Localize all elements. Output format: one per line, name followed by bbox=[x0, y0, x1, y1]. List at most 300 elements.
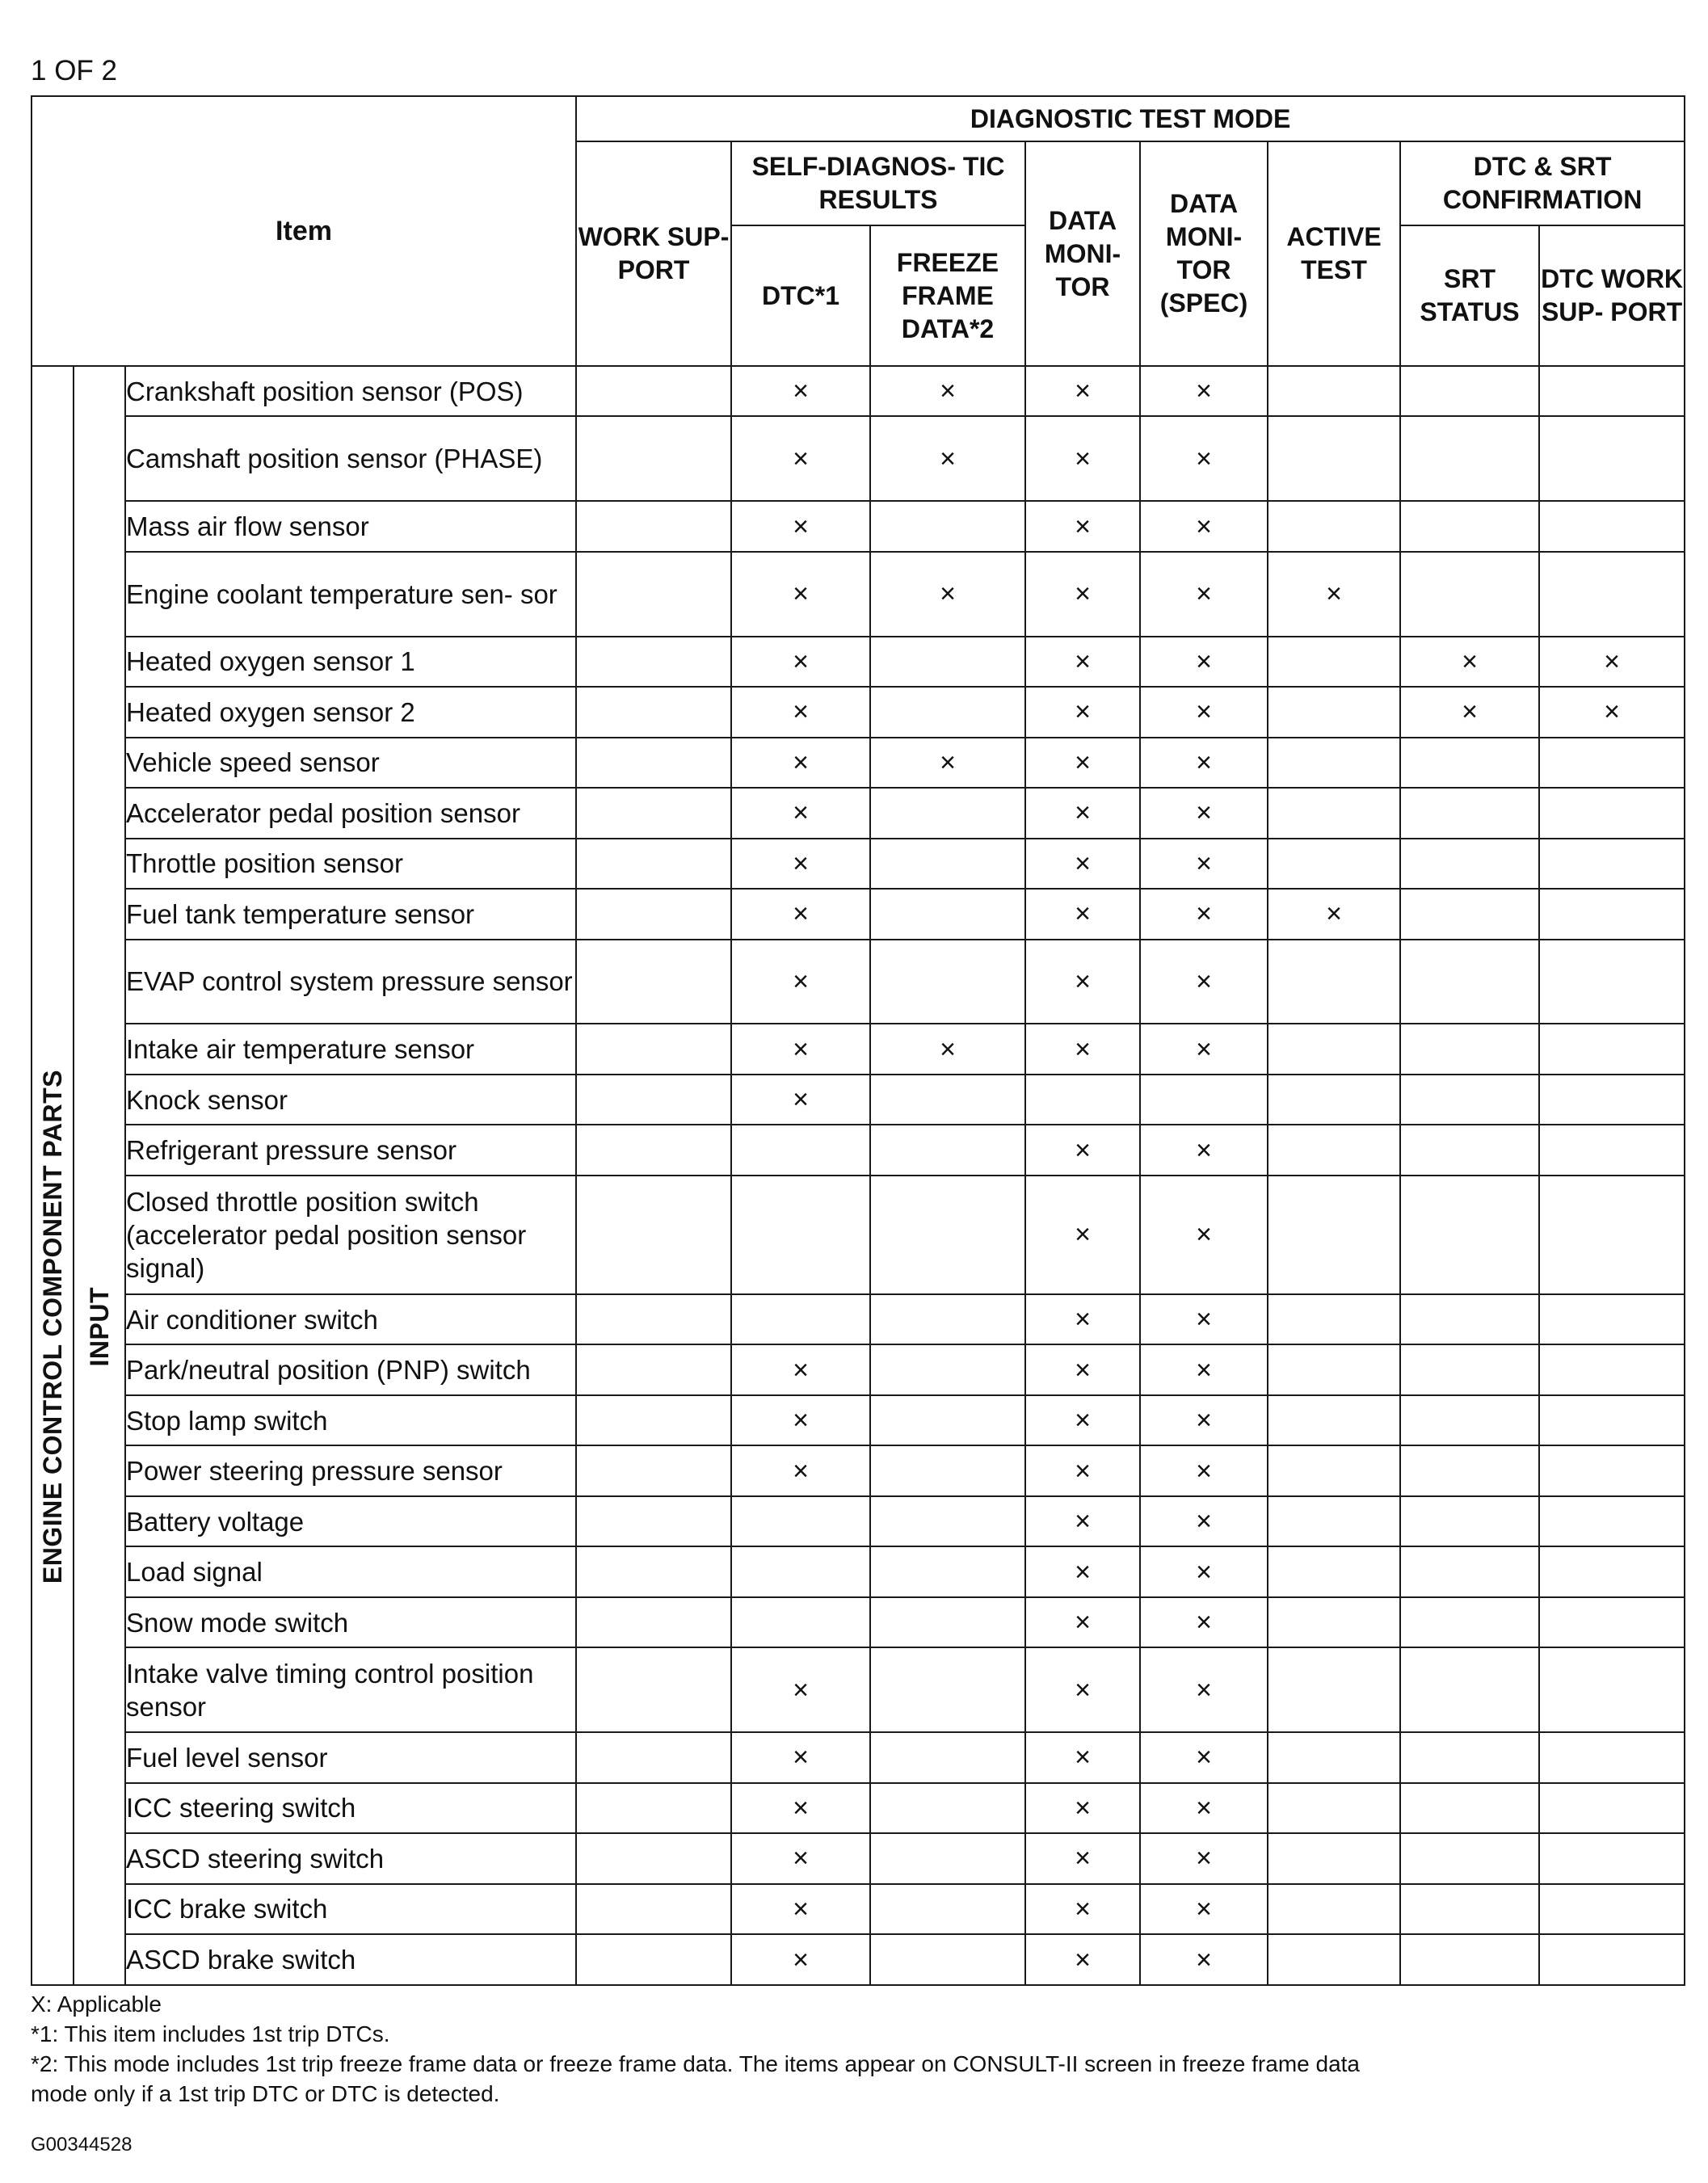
item-name: Refrigerant pressure sensor bbox=[125, 1125, 576, 1175]
applicable-mark: × bbox=[793, 1843, 809, 1874]
mode-cell bbox=[1539, 1496, 1685, 1546]
mode-cell bbox=[1140, 1884, 1268, 1934]
mode-cell bbox=[870, 687, 1025, 737]
diagnostic-test-mode-header: DIAGNOSTIC TEST MODE bbox=[576, 96, 1685, 141]
mode-cell bbox=[1268, 637, 1400, 687]
table-row bbox=[32, 1395, 1685, 1445]
mode-cell bbox=[1400, 501, 1539, 551]
applicable-mark: × bbox=[1326, 898, 1342, 930]
mode-cell bbox=[1268, 1732, 1400, 1782]
mode-cell bbox=[731, 1496, 870, 1546]
mode-cell bbox=[576, 839, 731, 889]
mode-cell bbox=[1539, 839, 1685, 889]
mode-cell bbox=[1268, 889, 1400, 939]
table-row bbox=[32, 1833, 1685, 1883]
applicable-mark: × bbox=[940, 1033, 956, 1065]
applicable-mark: × bbox=[793, 1405, 809, 1436]
mode-cell bbox=[1400, 366, 1539, 416]
mode-cell bbox=[1400, 940, 1539, 1024]
mode-cell bbox=[870, 1395, 1025, 1445]
applicable-mark: × bbox=[940, 443, 956, 474]
applicable-mark: × bbox=[1196, 443, 1212, 474]
applicable-mark: × bbox=[1196, 511, 1212, 542]
mode-cell bbox=[1400, 1732, 1539, 1782]
applicable-mark: × bbox=[1075, 1742, 1091, 1773]
mode-cell bbox=[1539, 1732, 1685, 1782]
dtc-work-support-header: DTC WORK SUP- PORT bbox=[1539, 225, 1685, 366]
mode-cell bbox=[1025, 1783, 1140, 1833]
mode-cell bbox=[1268, 1783, 1400, 1833]
mode-cell bbox=[576, 1647, 731, 1732]
mode-cell bbox=[870, 1125, 1025, 1175]
item-name: Stop lamp switch bbox=[125, 1395, 576, 1445]
mode-cell bbox=[1400, 889, 1539, 939]
mode-cell bbox=[870, 940, 1025, 1024]
applicable-mark: × bbox=[1196, 965, 1212, 997]
active-test-header: ACTIVE TEST bbox=[1268, 141, 1400, 366]
applicable-mark: × bbox=[793, 1455, 809, 1487]
item-name: Heated oxygen sensor 2 bbox=[125, 687, 576, 737]
mode-cell bbox=[870, 1176, 1025, 1294]
mode-cell bbox=[1400, 1075, 1539, 1125]
mode-cell bbox=[870, 1884, 1025, 1934]
mode-cell bbox=[1140, 1597, 1268, 1647]
mode-cell bbox=[1400, 416, 1539, 501]
item-name: Power steering pressure sensor bbox=[125, 1445, 576, 1495]
mode-cell bbox=[1400, 1445, 1539, 1495]
applicable-mark: × bbox=[1196, 646, 1212, 677]
note-dtc: *1: This item includes 1st trip DTCs. bbox=[31, 2021, 390, 2046]
mode-cell bbox=[1268, 1647, 1400, 1732]
mode-cell bbox=[1140, 1075, 1268, 1125]
mode-cell bbox=[1268, 940, 1400, 1024]
mode-cell bbox=[731, 839, 870, 889]
mode-cell bbox=[1400, 1125, 1539, 1175]
applicable-mark: × bbox=[1196, 1944, 1212, 1975]
mode-cell bbox=[1400, 1546, 1539, 1596]
applicable-mark: × bbox=[1196, 1843, 1212, 1874]
mode-cell bbox=[576, 1597, 731, 1647]
mode-cell bbox=[1268, 839, 1400, 889]
applicable-mark: × bbox=[793, 1742, 809, 1773]
mode-cell bbox=[1539, 687, 1685, 737]
diagnostic-test-mode-table bbox=[31, 95, 1685, 1986]
mode-cell bbox=[870, 1344, 1025, 1394]
mode-cell bbox=[1268, 1934, 1400, 1985]
applicable-mark: × bbox=[1075, 1219, 1091, 1251]
applicable-mark: × bbox=[1196, 898, 1212, 930]
table-row bbox=[32, 1075, 1685, 1125]
mode-cell bbox=[731, 1075, 870, 1125]
item-name: Accelerator pedal position sensor bbox=[125, 788, 576, 838]
mode-cell bbox=[1268, 738, 1400, 788]
applicable-mark: × bbox=[1196, 1792, 1212, 1823]
mode-cell bbox=[1268, 788, 1400, 838]
mode-cell bbox=[1025, 501, 1140, 551]
mode-cell bbox=[1400, 1783, 1539, 1833]
applicable-mark: × bbox=[1196, 1134, 1212, 1166]
mode-cell bbox=[1539, 1024, 1685, 1074]
applicable-mark: × bbox=[1075, 376, 1091, 407]
table-row bbox=[32, 416, 1685, 501]
applicable-mark: × bbox=[1075, 578, 1091, 610]
item-name: Throttle position sensor bbox=[125, 839, 576, 889]
mode-cell bbox=[1140, 637, 1268, 687]
applicable-mark: × bbox=[793, 1893, 809, 1924]
mode-cell bbox=[1268, 1176, 1400, 1294]
applicable-mark: × bbox=[793, 1084, 809, 1116]
freeze-frame-data-header: FREEZE FRAME DATA*2 bbox=[870, 225, 1025, 366]
item-name: ASCD steering switch bbox=[125, 1833, 576, 1883]
table-row bbox=[32, 1546, 1685, 1596]
mode-cell bbox=[1400, 1024, 1539, 1074]
applicable-mark: × bbox=[1075, 1893, 1091, 1924]
table-row bbox=[32, 366, 1685, 416]
mode-cell bbox=[870, 738, 1025, 788]
mode-cell bbox=[1140, 738, 1268, 788]
mode-cell bbox=[731, 687, 870, 737]
mode-cell bbox=[870, 1546, 1025, 1596]
mode-cell bbox=[576, 1934, 731, 1985]
mode-cell bbox=[1140, 552, 1268, 637]
mode-cell bbox=[576, 1884, 731, 1934]
mode-cell bbox=[731, 1395, 870, 1445]
applicable-mark: × bbox=[1075, 1792, 1091, 1823]
mode-cell bbox=[576, 501, 731, 551]
mode-cell bbox=[870, 1833, 1025, 1883]
mode-cell bbox=[731, 501, 870, 551]
applicable-mark: × bbox=[1196, 376, 1212, 407]
mode-cell bbox=[576, 552, 731, 637]
mode-cell bbox=[1268, 1395, 1400, 1445]
applicable-mark: × bbox=[1196, 1506, 1212, 1537]
item-name: Intake valve timing control position sensor bbox=[125, 1647, 576, 1732]
mode-cell bbox=[731, 1783, 870, 1833]
note-freeze-frame-cont: mode only if a 1st trip DTC or DTC is detected. bbox=[31, 2081, 500, 2106]
item-name: Heated oxygen sensor 1 bbox=[125, 637, 576, 687]
mode-cell bbox=[1400, 738, 1539, 788]
mode-cell bbox=[870, 839, 1025, 889]
mode-cell bbox=[1140, 366, 1268, 416]
mode-cell bbox=[731, 1884, 870, 1934]
applicable-mark: × bbox=[793, 578, 809, 610]
mode-cell bbox=[576, 637, 731, 687]
mode-cell bbox=[1140, 1294, 1268, 1344]
mode-cell bbox=[1400, 687, 1539, 737]
applicable-mark: × bbox=[793, 511, 809, 542]
mode-cell bbox=[1268, 366, 1400, 416]
mode-cell bbox=[1140, 1783, 1268, 1833]
mode-cell bbox=[1539, 1833, 1685, 1883]
item-name: Closed throttle position switch (accelerator pedal position sensor signal) bbox=[125, 1176, 576, 1294]
mode-cell bbox=[1268, 1546, 1400, 1596]
mode-cell bbox=[1400, 1395, 1539, 1445]
mode-cell bbox=[1025, 788, 1140, 838]
applicable-mark: × bbox=[1196, 1674, 1212, 1706]
applicable-mark: × bbox=[1075, 1304, 1091, 1335]
applicable-mark: × bbox=[1196, 1607, 1212, 1638]
applicable-mark: × bbox=[1604, 646, 1620, 677]
mode-cell bbox=[576, 1024, 731, 1074]
mode-cell bbox=[870, 1075, 1025, 1125]
mode-cell bbox=[1268, 1075, 1400, 1125]
mode-cell bbox=[731, 416, 870, 501]
mode-cell bbox=[1539, 1294, 1685, 1344]
dtc-srt-confirmation-header: DTC & SRT CONFIRMATION bbox=[1400, 141, 1685, 225]
mode-cell bbox=[1539, 1647, 1685, 1732]
applicable-mark: × bbox=[1075, 646, 1091, 677]
mode-cell bbox=[1268, 1344, 1400, 1394]
mode-cell bbox=[731, 889, 870, 939]
applicable-mark: × bbox=[1196, 1033, 1212, 1065]
mode-cell bbox=[1539, 1783, 1685, 1833]
table-row bbox=[32, 889, 1685, 939]
applicable-mark: × bbox=[1326, 578, 1342, 610]
applicable-mark: × bbox=[1075, 443, 1091, 474]
table-row bbox=[32, 1344, 1685, 1394]
applicable-mark: × bbox=[1075, 797, 1091, 829]
mode-cell bbox=[576, 1445, 731, 1495]
mode-cell bbox=[576, 1783, 731, 1833]
mode-cell bbox=[1025, 1496, 1140, 1546]
mode-cell bbox=[1140, 1934, 1268, 1985]
mode-cell bbox=[1140, 1176, 1268, 1294]
mode-cell bbox=[1140, 1647, 1268, 1732]
mode-cell bbox=[1539, 1125, 1685, 1175]
table-row bbox=[32, 637, 1685, 687]
mode-cell bbox=[1025, 687, 1140, 737]
mode-cell bbox=[870, 1597, 1025, 1647]
item-name: Fuel tank temperature sensor bbox=[125, 889, 576, 939]
item-name: Snow mode switch bbox=[125, 1597, 576, 1647]
mode-cell bbox=[731, 1294, 870, 1344]
mode-cell bbox=[1539, 940, 1685, 1024]
applicable-mark: × bbox=[1075, 1944, 1091, 1975]
mode-cell bbox=[1025, 1176, 1140, 1294]
applicable-mark: × bbox=[793, 443, 809, 474]
mode-cell bbox=[1140, 416, 1268, 501]
mode-cell bbox=[1268, 1445, 1400, 1495]
mode-cell bbox=[1268, 1024, 1400, 1074]
mode-cell bbox=[1539, 416, 1685, 501]
table-row bbox=[32, 1294, 1685, 1344]
mode-cell bbox=[870, 1445, 1025, 1495]
mode-cell bbox=[1025, 1125, 1140, 1175]
applicable-mark: × bbox=[1075, 1556, 1091, 1588]
mode-cell bbox=[1268, 1496, 1400, 1546]
mode-cell bbox=[576, 1125, 731, 1175]
applicable-mark: × bbox=[940, 747, 956, 778]
table-row bbox=[32, 501, 1685, 551]
mode-cell bbox=[1025, 552, 1140, 637]
mode-cell bbox=[1268, 687, 1400, 737]
mode-cell bbox=[870, 1294, 1025, 1344]
applicable-mark: × bbox=[793, 1674, 809, 1706]
footnotes bbox=[31, 1989, 1647, 2109]
item-name: ASCD brake switch bbox=[125, 1934, 576, 1985]
mode-cell bbox=[1539, 1934, 1685, 1985]
item-name: ICC brake switch bbox=[125, 1884, 576, 1934]
mode-cell bbox=[731, 552, 870, 637]
mode-cell bbox=[1025, 940, 1140, 1024]
table-row bbox=[32, 1445, 1685, 1495]
applicable-mark: × bbox=[1075, 747, 1091, 778]
mode-cell bbox=[1025, 738, 1140, 788]
table-row bbox=[32, 1597, 1685, 1647]
mode-cell bbox=[1539, 788, 1685, 838]
applicable-mark: × bbox=[793, 376, 809, 407]
mode-cell bbox=[870, 501, 1025, 551]
mode-cell bbox=[1400, 1294, 1539, 1344]
mode-cell bbox=[731, 788, 870, 838]
mode-cell bbox=[1400, 1597, 1539, 1647]
applicable-mark: × bbox=[793, 848, 809, 879]
mode-cell bbox=[870, 552, 1025, 637]
applicable-mark: × bbox=[793, 1792, 809, 1823]
mode-cell bbox=[1268, 501, 1400, 551]
applicable-mark: × bbox=[793, 797, 809, 829]
applicable-mark: × bbox=[1075, 1843, 1091, 1874]
mode-cell bbox=[1025, 416, 1140, 501]
mode-cell bbox=[1539, 1075, 1685, 1125]
mode-cell bbox=[731, 1833, 870, 1883]
mode-cell bbox=[1140, 940, 1268, 1024]
mode-cell bbox=[1539, 552, 1685, 637]
applicable-mark: × bbox=[1196, 1455, 1212, 1487]
mode-cell bbox=[731, 366, 870, 416]
mode-cell bbox=[1025, 637, 1140, 687]
mode-cell bbox=[1400, 1884, 1539, 1934]
mode-cell bbox=[1268, 1597, 1400, 1647]
table-row bbox=[32, 1934, 1685, 1985]
mode-cell bbox=[731, 1597, 870, 1647]
applicable-mark: × bbox=[793, 1944, 809, 1975]
mode-cell bbox=[1025, 1647, 1140, 1732]
mode-cell bbox=[576, 889, 731, 939]
mode-cell bbox=[1140, 839, 1268, 889]
table-row bbox=[32, 788, 1685, 838]
mode-cell bbox=[731, 1546, 870, 1596]
mode-cell bbox=[1025, 1884, 1140, 1934]
mode-cell bbox=[731, 637, 870, 687]
applicable-mark: × bbox=[1075, 965, 1091, 997]
table-row bbox=[32, 1647, 1685, 1732]
table-row bbox=[32, 1176, 1685, 1294]
applicable-mark: × bbox=[1075, 1674, 1091, 1706]
mode-cell bbox=[1539, 501, 1685, 551]
item-name: ICC steering switch bbox=[125, 1783, 576, 1833]
table-row bbox=[32, 552, 1685, 637]
mode-cell bbox=[870, 889, 1025, 939]
mode-cell bbox=[870, 366, 1025, 416]
mode-cell bbox=[1025, 1934, 1140, 1985]
mode-cell bbox=[731, 1125, 870, 1175]
mode-cell bbox=[731, 1176, 870, 1294]
mode-cell bbox=[1268, 1833, 1400, 1883]
mode-cell bbox=[731, 1445, 870, 1495]
mode-cell bbox=[1140, 1024, 1268, 1074]
mode-cell bbox=[576, 738, 731, 788]
applicable-mark: × bbox=[1196, 848, 1212, 879]
applicable-mark: × bbox=[1196, 1304, 1212, 1335]
item-name: Crankshaft position sensor (POS) bbox=[125, 366, 576, 416]
mode-cell bbox=[1025, 1344, 1140, 1394]
mode-cell bbox=[731, 940, 870, 1024]
mode-cell bbox=[576, 1732, 731, 1782]
mode-cell bbox=[576, 1546, 731, 1596]
applicable-mark: × bbox=[793, 747, 809, 778]
mode-cell bbox=[1539, 1395, 1685, 1445]
mode-cell bbox=[1268, 552, 1400, 637]
mode-cell bbox=[1268, 416, 1400, 501]
mode-cell bbox=[870, 1732, 1025, 1782]
item-name: Camshaft position sensor (PHASE) bbox=[125, 416, 576, 501]
mode-cell bbox=[870, 637, 1025, 687]
applicable-mark: × bbox=[793, 646, 809, 677]
figure-code: G00344528 bbox=[31, 2134, 133, 2156]
item-name: Battery voltage bbox=[125, 1496, 576, 1546]
mode-cell bbox=[1539, 1546, 1685, 1596]
mode-cell bbox=[1025, 1075, 1140, 1125]
subgroup-label-cell bbox=[74, 366, 125, 1985]
item-name: Load signal bbox=[125, 1546, 576, 1596]
mode-cell bbox=[1400, 839, 1539, 889]
mode-cell bbox=[1140, 1395, 1268, 1445]
group-label-cell bbox=[32, 366, 74, 1985]
mode-cell bbox=[731, 738, 870, 788]
applicable-mark: × bbox=[1462, 646, 1478, 677]
applicable-mark: × bbox=[793, 1033, 809, 1065]
table-row bbox=[32, 1783, 1685, 1833]
table-row bbox=[32, 1496, 1685, 1546]
mode-cell bbox=[1268, 1294, 1400, 1344]
applicable-mark: × bbox=[793, 1354, 809, 1386]
item-name: Air conditioner switch bbox=[125, 1294, 576, 1344]
page-label: 1 OF 2 bbox=[31, 55, 117, 86]
mode-cell bbox=[1025, 889, 1140, 939]
mode-cell bbox=[1140, 1496, 1268, 1546]
data-monitor-spec-header: DATA MONI- TOR (SPEC) bbox=[1140, 141, 1268, 366]
mode-cell bbox=[731, 1934, 870, 1985]
engine-control-component-parts-label: ENGINE CONTROL COMPONENT PARTS bbox=[37, 1070, 67, 1584]
mode-cell bbox=[1539, 738, 1685, 788]
applicable-mark: × bbox=[1075, 696, 1091, 728]
table-row bbox=[32, 1884, 1685, 1934]
input-label: INPUT bbox=[84, 1287, 114, 1367]
applicable-mark: × bbox=[1196, 696, 1212, 728]
mode-cell bbox=[576, 1833, 731, 1883]
mode-cell bbox=[1140, 1732, 1268, 1782]
mode-cell bbox=[576, 366, 731, 416]
mode-cell bbox=[870, 1024, 1025, 1074]
mode-cell bbox=[1400, 1176, 1539, 1294]
applicable-mark: × bbox=[1075, 1134, 1091, 1166]
mode-cell bbox=[1025, 1024, 1140, 1074]
data-monitor-header: DATA MONI- TOR bbox=[1025, 141, 1140, 366]
self-diagnostic-results-header: SELF-DIAGNOS- TIC RESULTS bbox=[731, 141, 1025, 225]
mode-cell bbox=[576, 1344, 731, 1394]
mode-cell bbox=[870, 1496, 1025, 1546]
item-name: Vehicle speed sensor bbox=[125, 738, 576, 788]
applicable-mark: × bbox=[1075, 1506, 1091, 1537]
applicable-mark: × bbox=[1196, 1405, 1212, 1436]
table-row bbox=[32, 839, 1685, 889]
mode-cell bbox=[1539, 366, 1685, 416]
mode-cell bbox=[870, 416, 1025, 501]
item-header: Item bbox=[32, 96, 576, 366]
mode-cell bbox=[576, 788, 731, 838]
applicable-mark: × bbox=[1196, 1556, 1212, 1588]
